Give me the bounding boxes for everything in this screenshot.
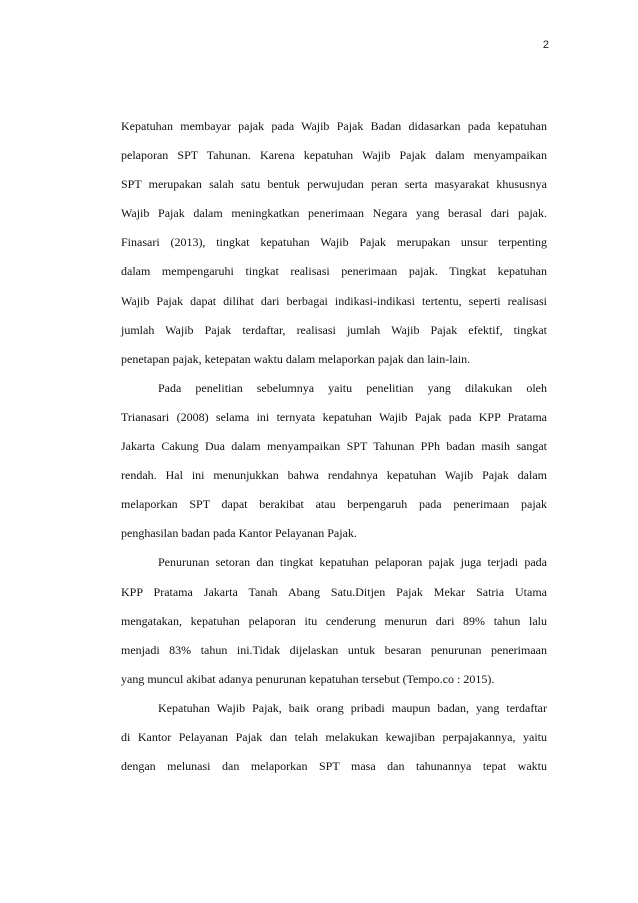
- text-line: mengatakan, kepatuhan pelaporan itu cenderung menurun dari 89% tahun lalu: [121, 613, 547, 628]
- text-line: rendah. Hal ini menunjukkan bahwa rendahnya kepatuhan Wajib Pajak dalam: [121, 468, 547, 483]
- text-line: melaporkan SPT dapat berakibat atau berpengaruh pada penerimaan pajak: [121, 497, 547, 512]
- text-line: Finasari (2013), tingkat kepatuhan Wajib Pajak merupakan unsur terpenting: [121, 235, 547, 250]
- page-number: 2: [542, 39, 549, 51]
- text-line: KPP Pratama Jakarta Tanah Abang Satu.Ditjen Pajak Mekar Satria Utama: [121, 584, 547, 599]
- text-line: Wajib Pajak dalam meningkatkan penerimaan Negara yang berasal dari pajak.: [121, 206, 547, 221]
- paragraph: [121, 380, 547, 555]
- text-line: pelaporan SPT Tahunan. Karena kepatuhan Wajib Pajak dalam menyampaikan: [121, 148, 547, 163]
- text-line: SPT merupakan salah satu bentuk perwujudan peran serta masyarakat khususnya: [121, 177, 547, 192]
- text-line: Pada penelitian sebelumnya yaitu penelitian yang dilakukan oleh: [158, 380, 547, 395]
- text-line: di Kantor Pelayanan Pajak dan telah melakukan kewajiban perpajakannya, yaitu: [121, 729, 547, 744]
- text-line: yang muncul akibat adanya penurunan kepatuhan tersebut (Tempo.co : 2015).: [121, 671, 495, 686]
- text-line: dengan melunasi dan melaporkan SPT masa dan tahunannya tepat waktu: [121, 759, 547, 774]
- paragraph: [121, 700, 547, 787]
- body-text: [121, 118, 547, 787]
- text-line: Kepatuhan Wajib Pajak, baik orang pribadi maupun badan, yang terdaftar: [158, 700, 547, 715]
- text-line: penghasilan badan pada Kantor Pelayanan Pajak.: [121, 526, 357, 541]
- text-line: penetapan pajak, ketepatan waktu dalam melaporkan pajak dan lain-lain.: [121, 351, 471, 366]
- text-line: Wajib Pajak dapat dilihat dari berbagai indikasi-indikasi tertentu, seperti realisasi: [121, 293, 547, 308]
- text-line: Kepatuhan membayar pajak pada Wajib Pajak Badan didasarkan pada kepatuhan: [121, 119, 547, 133]
- text-line: menjadi 83% tahun ini.Tidak dijelaskan untuk besaran penurunan penerimaan: [121, 642, 547, 657]
- paragraph: [121, 118, 547, 380]
- text-line: dalam mempengaruhi tingkat realisasi penerimaan pajak. Tingkat kepatuhan: [121, 264, 547, 279]
- paragraph: [121, 554, 547, 699]
- text-line: jumlah Wajib Pajak terdaftar, realisasi jumlah Wajib Pajak efektif, tingkat: [121, 322, 547, 337]
- text-line: Jakarta Cakung Dua dalam menyampaikan SPT Tahunan PPh badan masih sangat: [121, 439, 547, 454]
- text-line: Trianasari (2008) selama ini ternyata kepatuhan Wajib Pajak pada KPP Pratama: [121, 409, 547, 424]
- text-line: Penurunan setoran dan tingkat kepatuhan pelaporan pajak juga terjadi pada: [158, 555, 547, 570]
